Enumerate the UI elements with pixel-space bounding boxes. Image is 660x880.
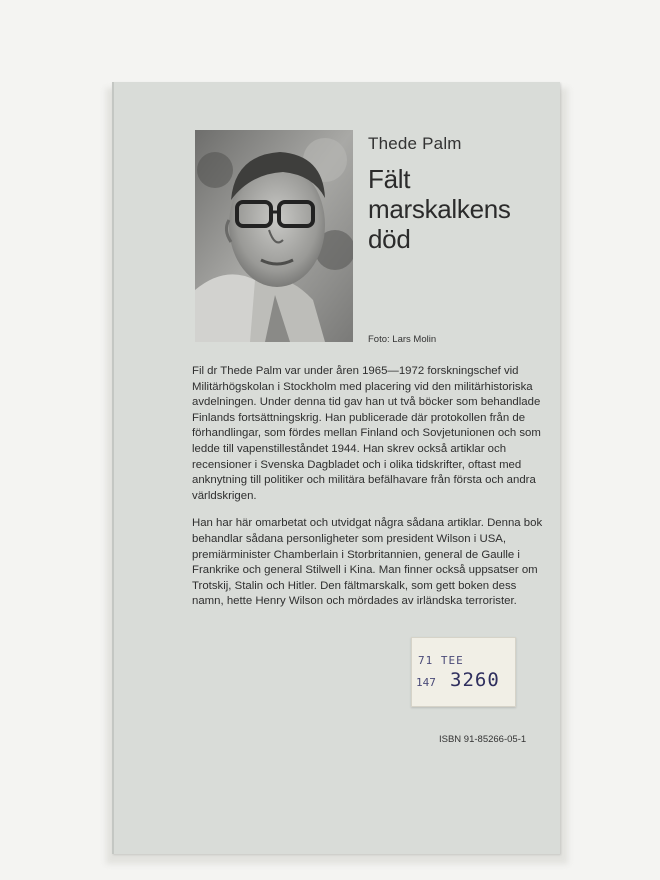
sticker-price: 3260 [450,669,500,691]
price-sticker [411,637,516,707]
author-photo [195,130,353,342]
sticker-number: 147 [416,676,436,689]
title-line: marskalkens [368,194,511,224]
title-line: död [368,224,411,254]
photo-credit: Foto: Lars Molin [368,334,437,345]
book-back-cover [112,82,560,854]
title-line: Fält [368,164,411,194]
book-title [368,164,511,254]
description [192,364,546,622]
author-name: Thede Palm [368,134,462,153]
description-paragraph: Han har här omarbetat och utvidgat några sådana artiklar. Denna bok behandlar sådana personligheter som president Wilson i USA, premiärminister Chamberlain i Storbritannien, general de Gaulle i Frankrike och general Stilwell i Kina. Man finner också uppsatser om Trotskij, Stalin och Hitler. Den fältmarskalk, som gett boken dess namn, hette Henry Wilson och mördades av irländska terrorister. [192,517,543,608]
isbn: ISBN 91-85266-05-1 [439,734,527,745]
sticker-code: 71 TEE [418,654,464,667]
description-paragraph: Fil dr Thede Palm var under åren 1965—1972 forskningschef vid Militärhögskolan i Stockholm med placering vid den militärhistoriska avdelningen. Under denna tid gav han ut två böcker som behandlade Finlands fortsättningskrig. Han publicerade där protokollen från de förhandlingar, som fördes mellan Finland och Sovjetunionen och som ledde till vapenstilleståndet 1944. Han skrev också artiklar och recensioner i Svenska Dagbladet och i olika tidskrifter, oftast med anknytning till politiker och militära befälhavare från första och andra världskrigen. [192,365,541,502]
